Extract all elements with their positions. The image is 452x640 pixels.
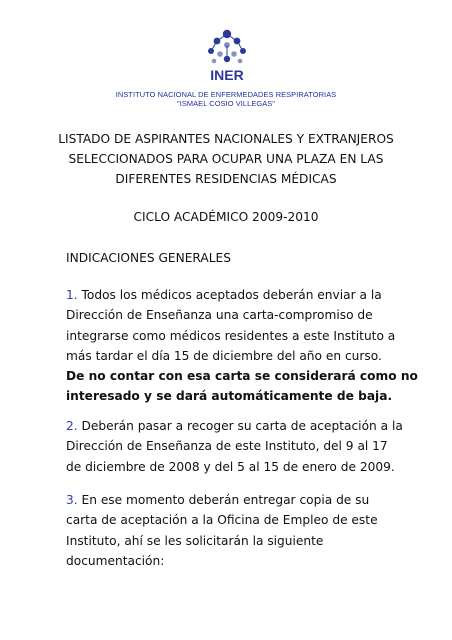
institute-subtitle: "ISMAEL COSIO VILLEGAS" (176, 99, 276, 108)
title-line-3: DIFERENTES RESIDENCIAS MÉDICAS (115, 172, 337, 186)
item-text: Todos los médicos aceptados deberán enviar a la (77, 288, 382, 302)
document-title (40, 129, 412, 189)
item-number: 1. (66, 288, 78, 302)
iner-logo-icon (200, 28, 254, 88)
section-heading: INDICACIONES GENERALES (66, 251, 231, 265)
title-line-1: LISTADO DE ASPIRANTES NACIONALES Y EXTRANJEROS (58, 132, 394, 146)
item-line (66, 490, 416, 510)
instruction-item-2 (66, 416, 416, 477)
title-line-2: SELECCIONADOS PARA OCUPAR UNA PLAZA EN LAS (68, 152, 384, 166)
institute-name: INSTITUTO NACIONAL DE ENFERMEDADES RESPIRATORIAS (115, 90, 337, 99)
item-line: Instituto, ahí se les solicitarán la siguiente (66, 533, 324, 548)
item-text: Deberán pasar a recoger su carta de aceptación a la (77, 419, 403, 433)
item-line (66, 416, 416, 436)
item-text: En ese momento deberán entregar copia de su (77, 493, 370, 507)
item-line: carta de aceptación a la Oficina de Empleo de este (66, 513, 378, 528)
item-line (66, 285, 416, 305)
instruction-item-1 (66, 285, 416, 407)
instruction-item-3 (66, 490, 416, 571)
item-number: 2. (66, 419, 78, 433)
item-bold-line: De no contar con esa carta se considerará como no (66, 369, 418, 384)
item-line: de diciembre de 2008 y del 5 al 15 de enero de 2009. (66, 459, 395, 474)
item-bold-line: interesado y se dará automáticamente de baja. (66, 389, 393, 404)
logo-text: INER (210, 67, 244, 83)
academic-cycle: CICLO ACADÉMICO 2009-2010 (133, 210, 319, 224)
item-line: integrarse como médicos residentes a este Instituto a (66, 328, 396, 343)
item-line: documentación: (66, 553, 165, 568)
item-line: Dirección de Enseñanza de este Instituto, del 9 al 17 (66, 439, 388, 454)
item-number: 3. (66, 493, 78, 507)
item-line: más tardar el día 15 de diciembre del año en curso. (66, 348, 382, 363)
item-line: Dirección de Enseñanza una carta-compromiso de (66, 308, 373, 323)
iner-logo (200, 28, 254, 88)
